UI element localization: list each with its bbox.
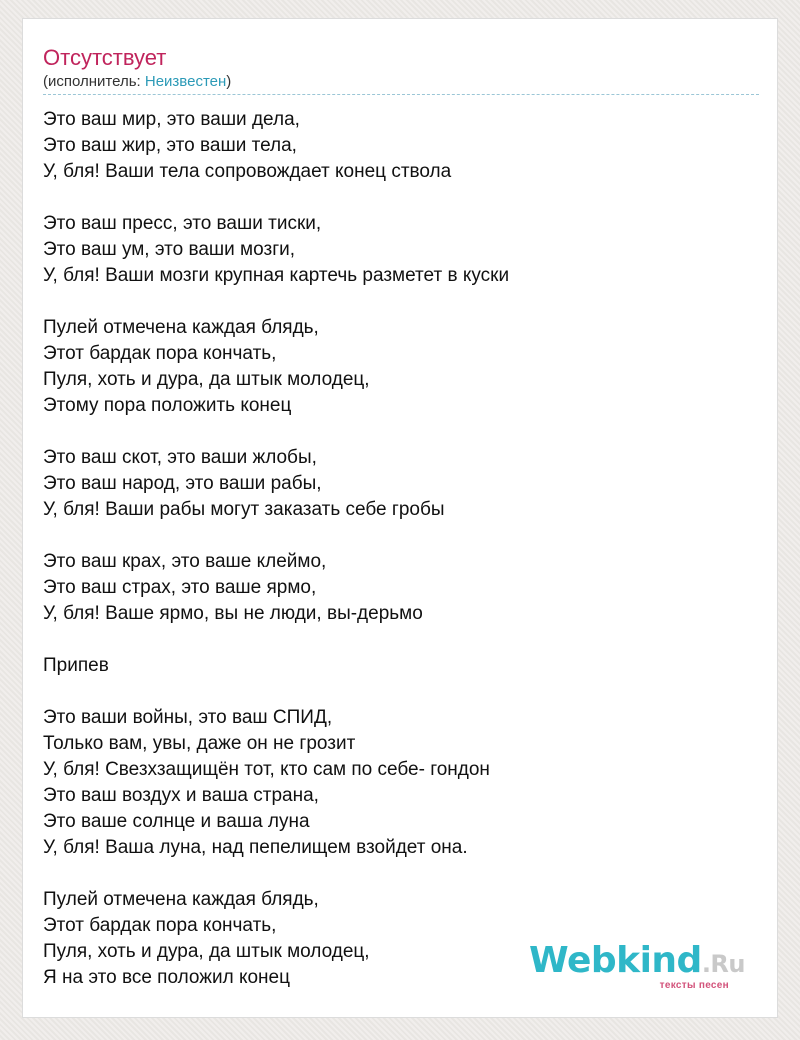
lyrics-blank-line (43, 289, 763, 315)
lyrics-line: Пулей отмечена каждая блядь, (43, 317, 319, 338)
lyrics-line: У, бля! Ваши мозги крупная картечь разметет в куски (43, 265, 510, 286)
lyrics-line: Это ваш скот, это ваши жлобы, (43, 447, 317, 468)
lyrics-line: У, бля! Ваши рабы могут заказать себе гробы (43, 499, 445, 520)
lyrics-blank-line (43, 627, 763, 653)
lyrics-body (43, 107, 763, 991)
lyrics-blank-line (43, 419, 763, 445)
lyrics-blank-line (43, 523, 763, 549)
lyrics-line: У, бля! Ваше ярмо, вы не люди, вы-дерьмо (43, 603, 423, 624)
lyrics-line: Это ваше солнце и ваша луна (43, 811, 310, 832)
lyrics-line: Это ваш воздух и ваша страна, (43, 785, 319, 806)
lyrics-line: Припев (43, 655, 109, 676)
lyrics-line: Это ваш пресс, это ваши тиски, (43, 213, 322, 234)
artist-prefix: (исполнитель: (43, 73, 145, 90)
lyrics-card (22, 18, 778, 1018)
lyrics-line: У, бля! Ваша луна, над пепелищем взойдет она. (43, 837, 468, 858)
lyrics-line: Это ваш жир, это ваши тела, (43, 135, 297, 156)
lyrics-blank-line (43, 679, 763, 705)
logo-suffix: .Ru (701, 950, 745, 978)
title-divider (43, 94, 759, 95)
lyrics-line: Только вам, увы, даже он не грозит (43, 733, 356, 754)
lyrics-line: Это ваш крах, это ваше клеймо, (43, 551, 327, 572)
lyrics-line: Это ваши войны, это ваш СПИД, (43, 707, 333, 728)
artist-line (43, 73, 231, 91)
lyrics-line: У, бля! Ваши тела сопровождает конец ствола (43, 161, 452, 182)
artist-link[interactable]: Неизвестен (144, 73, 227, 90)
lyrics-blank-line (43, 185, 763, 211)
webkind-logo[interactable] (529, 940, 745, 991)
lyrics-line: Этому пора положить конец (43, 395, 292, 416)
lyrics-line: Это ваш народ, это ваши рабы, (43, 473, 322, 494)
logo-tagline: тексты песен (659, 980, 729, 991)
lyrics-line: Пулей отмечена каждая блядь, (43, 889, 319, 910)
lyrics-line: Пуля, хоть и дура, да штык молодец, (43, 369, 370, 390)
lyrics-line: У, бля! Свезхзащищён тот, кто сам по себе- гондон (43, 759, 490, 780)
artist-suffix: ) (226, 73, 232, 90)
lyrics-line: Это ваш страх, это ваше ярмо, (43, 577, 317, 598)
lyrics-line: Пуля, хоть и дура, да штык молодец, (43, 941, 370, 962)
logo-main-text: Webkind (529, 940, 702, 981)
lyrics-line: Этот бардак пора кончать, (43, 915, 277, 936)
lyrics-line: Это ваш ум, это ваши мозги, (43, 239, 296, 260)
lyrics-line: Этот бардак пора кончать, (43, 343, 277, 364)
lyrics-blank-line (43, 861, 763, 887)
lyrics-line: Это ваш мир, это ваши дела, (43, 109, 300, 130)
lyrics-line: Я на это все положил конец (43, 967, 290, 988)
song-title: Отсутствует (43, 45, 167, 70)
